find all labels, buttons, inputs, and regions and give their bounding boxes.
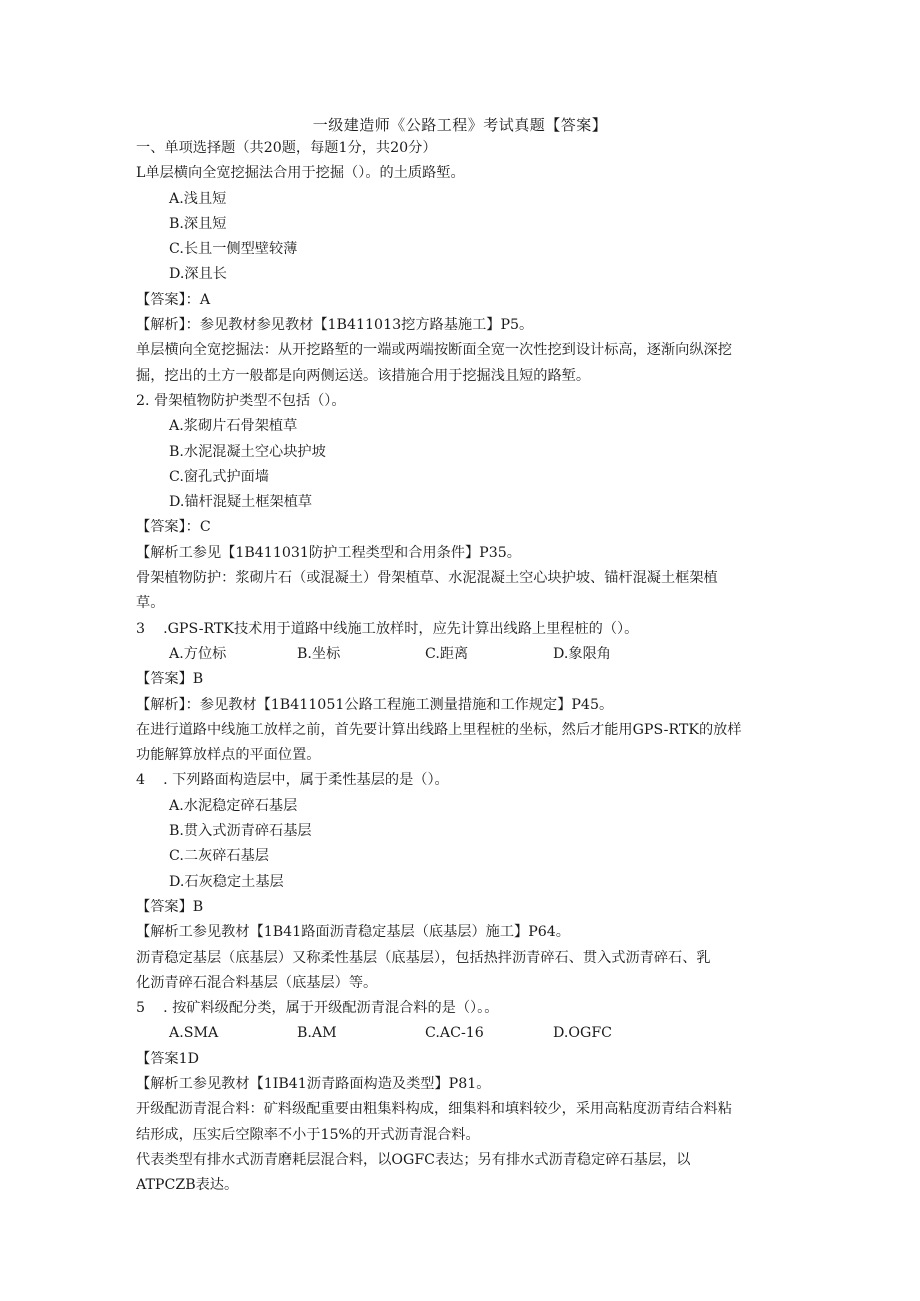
question-1-answer: 【答案】：A xyxy=(136,291,211,308)
question-5-stem: 5 . 按矿料级配分类，属于开级配沥青混合料的是（）。。 xyxy=(136,1000,499,1017)
document-body xyxy=(136,136,786,1198)
question-3-answer: 【答案】B xyxy=(136,671,204,688)
question-1-option-a: A.浅且短 xyxy=(169,190,227,207)
section-heading: 一、单项选择题（共20题，每题1分，共20分） xyxy=(136,140,437,156)
question-3-option-b: B.坐标 xyxy=(297,645,341,662)
question-4-analysis-line: 沥青稳定基层（底基层）又称柔性基层（底基层），包括热拌沥青碎石、贯入式沥青碎石、乳 xyxy=(136,949,711,966)
question-4-option-a: A.水泥稳定碎石基层 xyxy=(169,797,298,814)
question-1-stem: L单层横向全宽挖掘法合用于挖掘（）。的土质路堑。 xyxy=(136,165,465,182)
question-5-analysis-ref: 【解析工参见教材【1IB41沥青路面构造及类型】P81。 xyxy=(136,1075,491,1092)
question-2-option-b: B.水泥混凝土空心块护坡 xyxy=(169,443,326,460)
question-4-answer: 【答案】B xyxy=(136,898,204,915)
question-2-option-c: C.窗孔式护面墙 xyxy=(169,468,269,485)
question-5-option-c: C.AC-16 xyxy=(425,1025,484,1042)
question-3-option-a: A.方位标 xyxy=(169,645,227,662)
question-4-option-b: B.贯入式沥青碎石基层 xyxy=(169,823,312,840)
question-3-stem: 3 .GPS-RTK技术用于道路中线施工放样时，应先计算出线路上里程桩的（）。 xyxy=(136,620,639,637)
question-5-option-b: B.AM xyxy=(297,1025,337,1042)
question-3-analysis-ref: 【解析】：参见教材【1B411051公路工程施工测量措施和工作规定】P45。 xyxy=(136,696,614,713)
question-3-analysis-line: 在进行道路中线施工放样之前，首先要计算出线路上里程桩的坐标，然后才能用GPS-RTK的放样 xyxy=(136,721,742,738)
question-3-options xyxy=(136,642,786,667)
question-2-answer: 【答案】：C xyxy=(136,519,211,536)
question-4-analysis-line: 化沥青碎石混合料基层（底基层）等。 xyxy=(136,974,378,991)
question-2-option-a: A.浆砌片石骨架植草 xyxy=(169,418,298,435)
question-5-analysis-line: 开级配沥青混合料：矿料级配重要由粗集料构成，细集料和填料较少，采用高粘度沥青结合料粘 xyxy=(136,1101,732,1118)
question-5-option-d: D.OGFC xyxy=(553,1025,613,1042)
question-3-analysis-line: 功能解算放样点的平面位置。 xyxy=(136,747,321,764)
question-1-option-d: D.深且长 xyxy=(169,266,227,283)
document-title: 一级建造师《公路工程》考试真题【答案】 xyxy=(312,116,608,134)
question-2-analysis-ref: 【解析工参见【1B411031防护工程类型和合用条件】P35。 xyxy=(136,544,521,561)
question-5-analysis-line: 结形成，压实后空隙率不小于15%的开式沥青混合料。 xyxy=(136,1126,480,1143)
question-3-option-c: C.距离 xyxy=(425,645,469,662)
question-1-analysis-line: 掘，挖出的土方一般都是向两侧运送。该措施合用于挖掘浅且短的路堑。 xyxy=(136,367,591,384)
question-2-analysis-line: 草。 xyxy=(136,595,165,612)
question-5-options xyxy=(136,1021,786,1046)
question-4-option-c: C.二灰碎石基层 xyxy=(169,848,269,865)
question-4-analysis-ref: 【解析工参见教材【1B41路面沥青稳定基层（底基层）施工】P64。 xyxy=(136,924,570,941)
question-2-analysis-line: 骨架植物防护：浆砌片石（或混凝土）骨架植草、水泥混凝土空心块护坡、锚杆混凝土框架植 xyxy=(136,570,718,587)
question-2-option-d: D.锚杆混疑土框架植草 xyxy=(169,494,313,511)
question-5-option-a: A.SMA xyxy=(169,1025,219,1042)
question-4-stem: 4 . 下列路面构造层中，属于柔性基层的是（）。 xyxy=(136,772,449,789)
question-1-analysis-ref: 【解析】：参见教材参见教材【1B411013挖方路基施工】P5。 xyxy=(136,317,534,334)
question-4-option-d: D.石灰稳定土基层 xyxy=(169,873,284,890)
question-2-stem: 2. 骨架植物防护类型不包括（）。 xyxy=(136,392,346,409)
question-5-answer: 【答案1D xyxy=(136,1050,199,1067)
question-1-option-c: C.长且一侧型壁较薄 xyxy=(169,241,298,258)
question-5-analysis-line: 代表类型有排水式沥青磨耗层混合料，以OGFC表达；另有排水式沥青稳定碎石基层，以 xyxy=(136,1151,691,1168)
question-5-analysis-line: ATPCZB表达。 xyxy=(136,1177,239,1194)
question-1-analysis-line: 单层横向全宽挖掘法：从开挖路堑的一端或两端按断面全宽一次性挖到设计标高，逐渐向纵深挖 xyxy=(136,342,732,359)
question-1-option-b: B.深且短 xyxy=(169,215,227,232)
question-3-option-d: D.象限角 xyxy=(553,645,611,662)
